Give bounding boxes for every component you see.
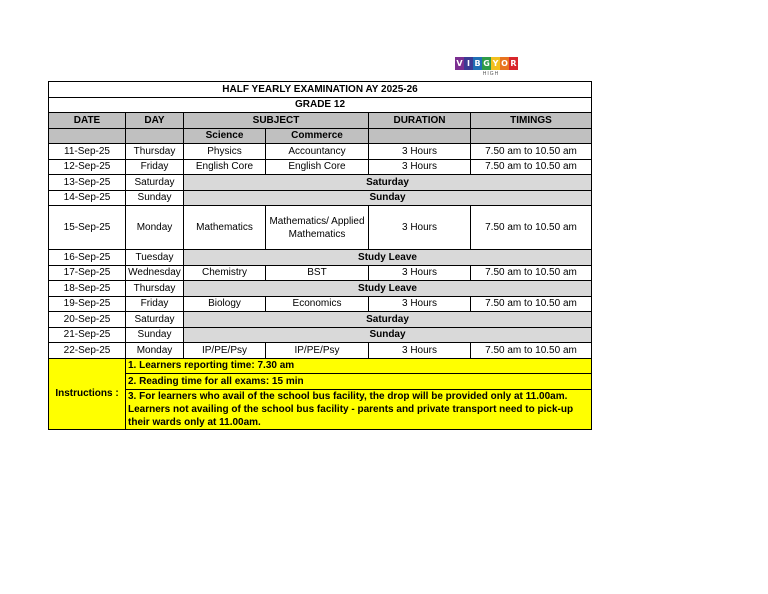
title-row bbox=[49, 82, 592, 98]
science-subject-cell: Chemistry bbox=[184, 265, 266, 281]
commerce-subject-cell: English Core bbox=[266, 159, 369, 175]
science-subject-cell: Biology bbox=[184, 296, 266, 312]
logo-subtitle: HIGH bbox=[482, 71, 500, 77]
date-cell: 15-Sep-25 bbox=[49, 206, 126, 250]
day-cell: Monday bbox=[126, 343, 184, 359]
header-subject: SUBJECT bbox=[184, 113, 369, 129]
subheader-blank bbox=[49, 128, 126, 144]
duration-cell: 3 Hours bbox=[369, 265, 471, 281]
instruction-item: 3. For learners who avail of the school bus facility, the drop will be provided only at 11.00am. Learners not availing of the school bus facility - parents and private transport need to pick-up their wards only at 11.00am. bbox=[126, 389, 592, 429]
date-cell: 22-Sep-25 bbox=[49, 343, 126, 359]
table-row bbox=[49, 296, 592, 312]
date-cell: 18-Sep-25 bbox=[49, 281, 126, 297]
row-note-cell: Sunday bbox=[184, 327, 592, 343]
timings-cell: 7.50 am to 10.50 am bbox=[471, 159, 592, 175]
timings-cell: 7.50 am to 10.50 am bbox=[471, 265, 592, 281]
header-timings: TIMINGS bbox=[471, 113, 592, 129]
timings-cell: 7.50 am to 10.50 am bbox=[471, 206, 592, 250]
row-note-cell: Study Leave bbox=[184, 250, 592, 266]
table-row bbox=[49, 343, 592, 359]
science-subject-cell: Mathematics bbox=[184, 206, 266, 250]
date-cell: 11-Sep-25 bbox=[49, 144, 126, 160]
table-row bbox=[49, 281, 592, 297]
exam-title: HALF YEARLY EXAMINATION AY 2025-26 bbox=[49, 82, 592, 98]
logo-letter: I bbox=[464, 57, 473, 70]
duration-cell: 3 Hours bbox=[369, 343, 471, 359]
header-commerce: Commerce bbox=[266, 128, 369, 144]
subheader-blank bbox=[369, 128, 471, 144]
instructions-label: Instructions : bbox=[49, 358, 126, 429]
duration-cell: 3 Hours bbox=[369, 206, 471, 250]
table-row bbox=[49, 312, 592, 328]
logo-letters bbox=[455, 57, 527, 70]
day-cell: Tuesday bbox=[126, 250, 184, 266]
instruction-row bbox=[49, 374, 592, 390]
subheader-blank bbox=[471, 128, 592, 144]
logo-letter: B bbox=[474, 59, 481, 68]
instruction-item: 2. Reading time for all exams: 15 min bbox=[126, 374, 592, 390]
table-row bbox=[49, 250, 592, 266]
header-date: DATE bbox=[49, 113, 126, 129]
instruction-row bbox=[49, 389, 592, 429]
instruction-row bbox=[49, 358, 592, 374]
date-cell: 13-Sep-25 bbox=[49, 175, 126, 191]
table-row bbox=[49, 190, 592, 206]
day-cell: Thursday bbox=[126, 144, 184, 160]
day-cell: Sunday bbox=[126, 327, 184, 343]
day-cell: Sunday bbox=[126, 190, 184, 206]
duration-cell: 3 Hours bbox=[369, 296, 471, 312]
science-subject-cell: English Core bbox=[184, 159, 266, 175]
exam-schedule-table bbox=[48, 81, 592, 430]
school-logo bbox=[455, 57, 527, 81]
day-cell: Saturday bbox=[126, 312, 184, 328]
commerce-subject-cell: Mathematics/ Applied Mathematics bbox=[266, 206, 369, 250]
science-subject-cell: Physics bbox=[184, 144, 266, 160]
science-subject-cell: IP/PE/Psy bbox=[184, 343, 266, 359]
day-cell: Monday bbox=[126, 206, 184, 250]
commerce-subject-cell: BST bbox=[266, 265, 369, 281]
timings-cell: 7.50 am to 10.50 am bbox=[471, 343, 592, 359]
row-note-cell: Sunday bbox=[184, 190, 592, 206]
table-row bbox=[49, 175, 592, 191]
commerce-subject-cell: Accountancy bbox=[266, 144, 369, 160]
logo-letter: V bbox=[456, 59, 463, 68]
day-cell: Friday bbox=[126, 159, 184, 175]
row-note-cell: Saturday bbox=[184, 175, 592, 191]
table-row bbox=[49, 327, 592, 343]
table-row bbox=[49, 265, 592, 281]
date-cell: 14-Sep-25 bbox=[49, 190, 126, 206]
header-row bbox=[49, 113, 592, 129]
day-cell: Wednesday bbox=[126, 265, 184, 281]
subheader-row bbox=[49, 128, 592, 144]
table-row bbox=[49, 206, 592, 250]
date-cell: 21-Sep-25 bbox=[49, 327, 126, 343]
day-cell: Thursday bbox=[126, 281, 184, 297]
commerce-subject-cell: IP/PE/Psy bbox=[266, 343, 369, 359]
duration-cell: 3 Hours bbox=[369, 159, 471, 175]
duration-cell: 3 Hours bbox=[369, 144, 471, 160]
day-cell: Friday bbox=[126, 296, 184, 312]
timings-cell: 7.50 am to 10.50 am bbox=[471, 296, 592, 312]
date-cell: 16-Sep-25 bbox=[49, 250, 126, 266]
subheader-blank bbox=[126, 128, 184, 144]
timings-cell: 7.50 am to 10.50 am bbox=[471, 144, 592, 160]
logo-letter: O bbox=[501, 59, 508, 68]
grade-row bbox=[49, 97, 592, 113]
header-duration: DURATION bbox=[369, 113, 471, 129]
header-science: Science bbox=[184, 128, 266, 144]
logo-letter: Y bbox=[492, 59, 499, 68]
grade-label: GRADE 12 bbox=[49, 97, 592, 113]
logo-letter: R bbox=[510, 59, 517, 68]
commerce-subject-cell: Economics bbox=[266, 296, 369, 312]
table-row bbox=[49, 159, 592, 175]
row-note-cell: Saturday bbox=[184, 312, 592, 328]
row-note-cell: Study Leave bbox=[184, 281, 592, 297]
date-cell: 17-Sep-25 bbox=[49, 265, 126, 281]
date-cell: 12-Sep-25 bbox=[49, 159, 126, 175]
date-cell: 20-Sep-25 bbox=[49, 312, 126, 328]
date-cell: 19-Sep-25 bbox=[49, 296, 126, 312]
day-cell: Saturday bbox=[126, 175, 184, 191]
table-row bbox=[49, 144, 592, 160]
header-day: DAY bbox=[126, 113, 184, 129]
logo-letter: G bbox=[483, 59, 490, 68]
instruction-item: 1. Learners reporting time: 7.30 am bbox=[126, 358, 592, 374]
